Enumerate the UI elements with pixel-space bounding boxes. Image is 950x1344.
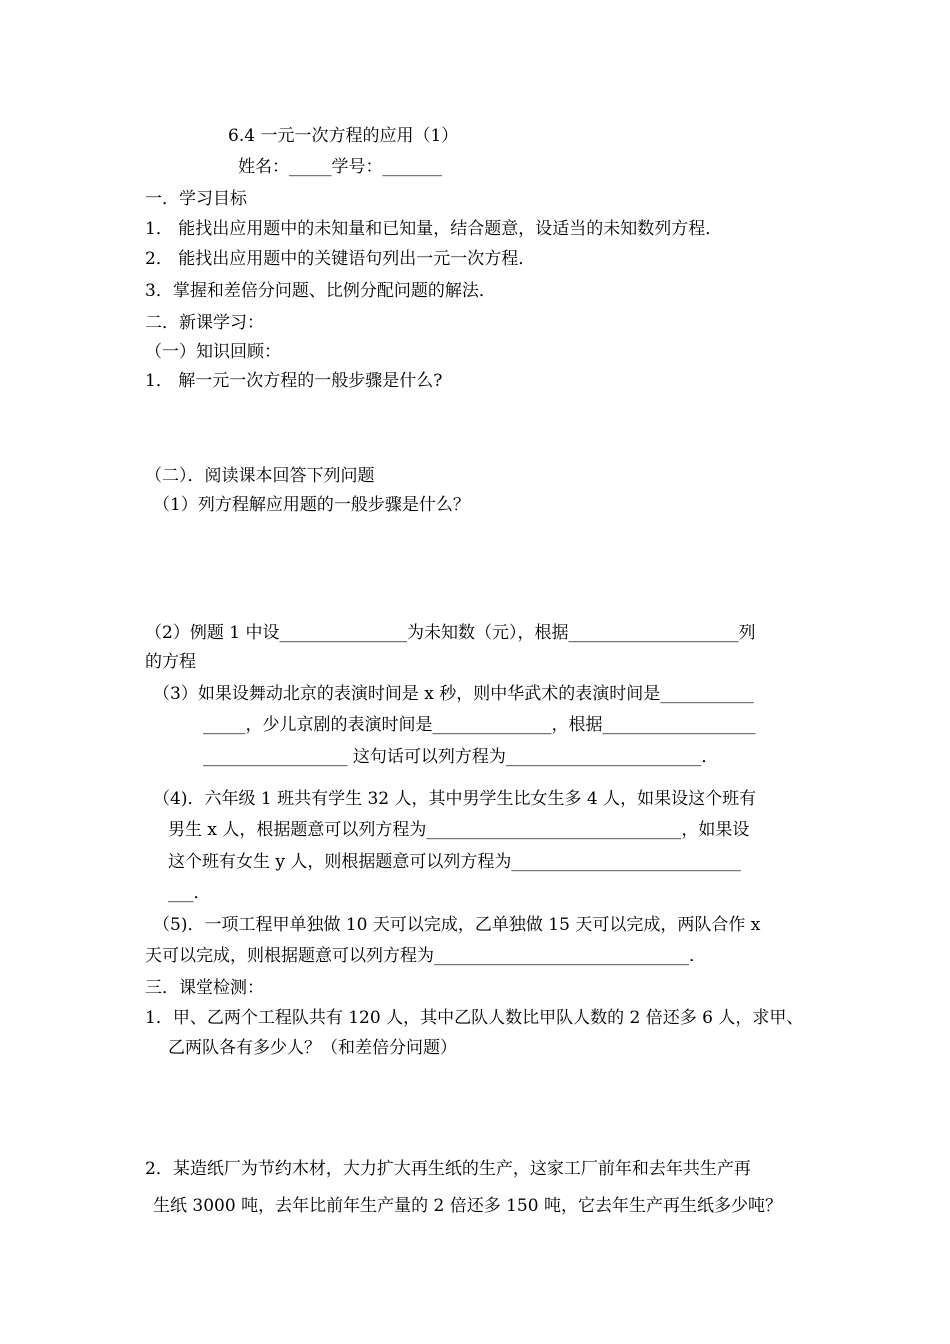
check-question-2-cont: 生纸 3000 吨，去年比前年生产量的 2 倍还多 150 吨，它去年生产再生纸多少吨？ [153,1196,782,1216]
reading-question-3-cont: _____，少儿京剧的表演时间是______________，根据__________________ [203,715,756,735]
reading-question-3: （3）如果设舞动北京的表演时间是 x 秒，则中华武术的表演时间是___________ [153,684,754,704]
objective-item: 3．掌握和差倍分问题、比例分配问题的解法． [145,281,496,301]
reading-question-2: （2）例题 1 中设_______________为未知数（元），根据____________________列 [145,623,756,643]
reading-question-4-cont: 男生 x 人，根据题意可以列方程为______________________________，如果设 [168,820,750,840]
reading-question-4-cont: 这个班有女生 y 人，则根据题意可以列方程为___________________________ [168,852,741,872]
check-question-1-cont: 乙两队各有多少人？（和差倍分问题） [168,1038,457,1058]
reading-question-5-cont: 天可以完成，则根据题意可以列方程为______________________________． [145,946,706,966]
review-question: 1． 解一元一次方程的一般步骤是什么? [145,371,443,391]
page-title: 6.4 一元一次方程的应用（1） [228,126,459,146]
reading-question-4-cont: ___． [168,883,211,903]
reading-question-2-cont: 的方程 [145,652,196,672]
subsection-reading: （二）．阅读课本回答下列问题 [145,466,375,486]
subsection-review: （一）知识回顾： [145,342,281,362]
reading-question-3-cont: _________________ 这句话可以列方程为_______________________． [203,747,719,767]
section-heading-new-lesson: 二．新课学习： [145,313,264,333]
objective-item: 2． 能找出应用题中的关键语句列出一元一次方程． [145,249,536,269]
reading-question-5: （5)．一项工程甲单独做 10 天可以完成，乙单独做 15 天可以完成，两队合作 x [153,915,761,935]
reading-question-1: （1）列方程解应用题的一般步骤是什么？ [153,495,470,515]
check-question-1: 1．甲、乙两个工程队共有 120 人，其中乙队人数比甲队人数的 2 倍还多 6 人，求甲、 [145,1008,804,1028]
section-heading-objectives: 一．学习目标 [145,189,247,209]
objective-item: 1． 能找出应用题中的未知量和已知量，结合题意，设适当的未知数列方程． [145,219,723,239]
name-student-number-line: 姓名：_____学号：_______ [238,157,442,177]
reading-question-4: （4)．六年级 1 班共有学生 32 人，其中男学生比女生多 4 人，如果设这个班有 [153,789,757,809]
section-heading-check: 三．课堂检测： [145,978,264,998]
check-question-2: 2．某造纸厂为节约木材，大力扩大再生纸的生产，这家工厂前年和去年共生产再 [145,1159,751,1179]
